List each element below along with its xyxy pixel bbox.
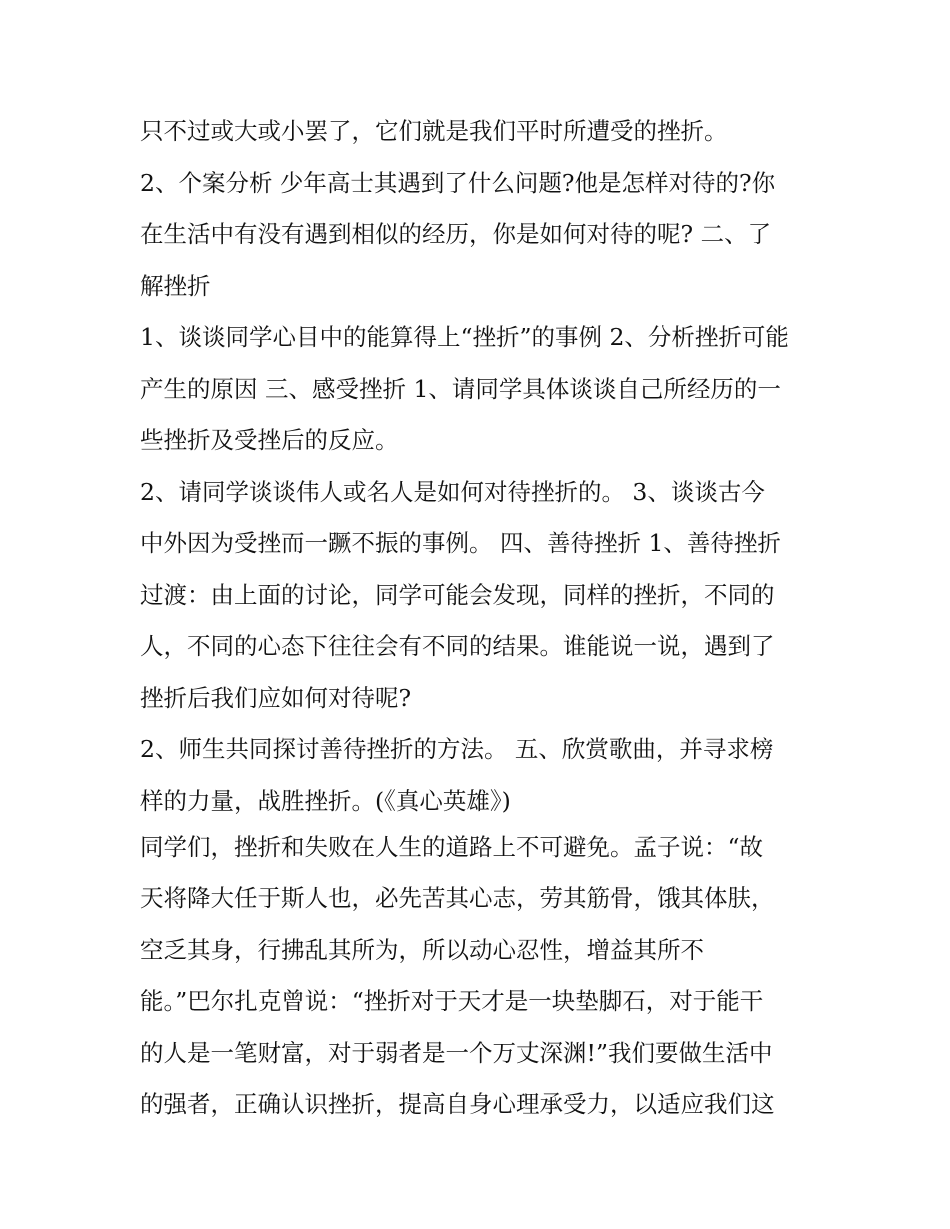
text-line: 只不过或大或小罢了，它们就是我们平时所遭受的挫折。 <box>140 117 728 145</box>
text-line: 2、个案分析 少年高士其遇到了什么问题?他是怎样对待的?你 <box>140 168 776 197</box>
text-line: 1、谈谈同学心目中的能算得上“挫折”的事例 2、分析挫折可能 <box>140 323 789 351</box>
text-line: 的人是一笔财富，对于弱者是一个万丈深渊!”我们要做生活中 <box>140 1038 773 1067</box>
text-line: 过渡：由上面的讨论，同学可能会发现，同样的挫折，不同的 <box>140 580 775 609</box>
text-line: 解挫折 <box>140 271 211 300</box>
text-line: 挫折后我们应如何对待呢? <box>140 683 412 712</box>
text-line: 些挫折及受挫后的反应。 <box>140 426 399 454</box>
body-text <box>140 108 820 1133</box>
text-line: 在生活中有没有遇到相似的经历，你是如何对待的呢? 二、了 <box>140 220 772 248</box>
text-line: 空乏其身，行拂乱其所为，所以动心忍性，增益其所不 <box>140 935 704 964</box>
text-line: 产生的原因 三、感受挫折 1、请同学具体谈谈自己所经历的一 <box>140 374 781 403</box>
text-line: 中外因为受挫而一蹶不振的事例。 四、善待挫折 1、善待挫折 <box>140 529 781 557</box>
text-line: 人，不同的心态下往往会有不同的结果。谁能说一说，遇到了 <box>140 632 775 660</box>
text-line: 的强者，正确认识挫折，提高自身心理承受力，以适应我们这 <box>140 1090 775 1118</box>
text-line: 样的力量，战胜挫折。(《真心英雄》) <box>140 786 511 815</box>
text-line: 天将降大任于斯人也，必先苦其心志，劳其筋骨，饿其体肤， <box>140 884 775 912</box>
text-line: 2、请同学谈谈伟人或名人是如何对待挫折的。 3、谈谈古今 <box>140 477 765 506</box>
text-line: 能。”巴尔扎克曾说：“挫折对于天才是一块垫脚石，对于能干 <box>140 987 764 1015</box>
text-line: 2、师生共同探讨善待挫折的方法。 五、欣赏歌曲，并寻求榜 <box>140 735 774 763</box>
text-line: 同学们，挫折和失败在人生的道路上不可避免。孟子说：“故 <box>140 832 764 861</box>
